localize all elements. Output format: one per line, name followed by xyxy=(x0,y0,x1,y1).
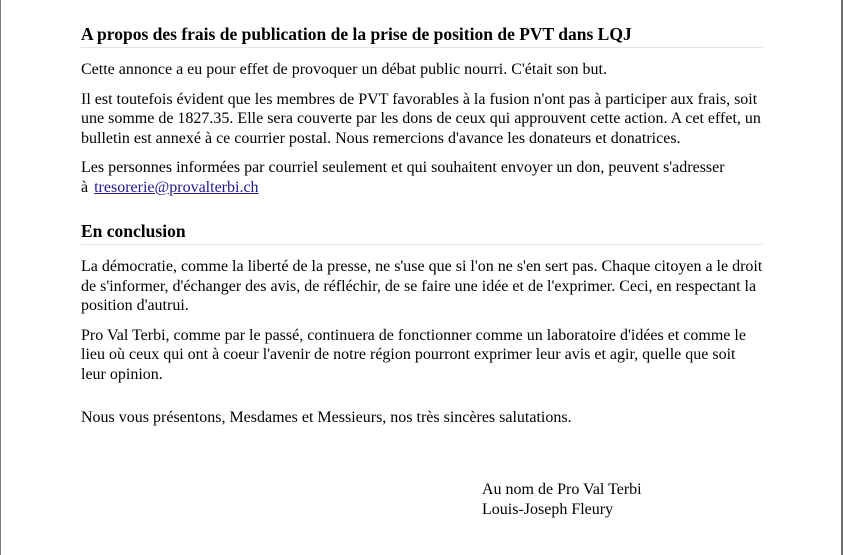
page-frame-left xyxy=(0,0,1,555)
treasury-email-link[interactable]: tresorerie@provalterbi.ch xyxy=(94,178,259,196)
section-heading-conclusion: En conclusion xyxy=(81,221,763,245)
donation-text: Les personnes informées par courriel seulement et qui souhaitent envoyer un don, peuvent s'adresser à xyxy=(81,159,725,196)
section-heading-publication-costs: A propos des frais de publication de la prise de position de PVT dans LQJ xyxy=(81,24,763,48)
paragraph-pro-val-terbi: Pro Val Terbi, comme par le passé, continuera de fonctionner comme un laboratoire d'idées et comme le lieu où ceux qui ont à coeur l'avenir de notre région pourront exprimer leur avis et agir, quelle que soit leur opinion. xyxy=(81,326,746,383)
signature-line-organization: Au nom de Pro Val Terbi xyxy=(482,481,642,498)
paragraph-announcement: Cette annonce a eu pour effet de provoquer un débat public nourri. C'était son but. xyxy=(81,61,607,78)
paragraph-costs: Il est toutefois évident que les membres de PVT favorables à la fusion n'ont pas à participer aux frais, soit une somme de 1827.35. Elle sera couverte par les dons de ceux qui approuvent cette action. A cet effet, un bulletin est annexé à ce courrier postal. Nous remercions d'avance les donateurs et donatrices. xyxy=(81,90,761,147)
signature-line-name: Louis-Joseph Fleury xyxy=(482,500,614,518)
signature-block xyxy=(482,480,642,519)
paragraph-donation xyxy=(81,158,763,197)
paragraph-democracy: La démocratie, comme la liberté de la presse, ne s'use que si l'on ne s'en sert pas. Chaque citoyen a le droit de s'informer, d'échanger des avis, de réfléchir, de se faire une idée et de l'exprimer. Ceci, en respectant la position d'autrui. xyxy=(81,258,763,314)
letter-body xyxy=(81,0,763,428)
closing-salutation: Nous vous présentons, Mesdames et Messieurs, nos très sincères salutations. xyxy=(81,409,572,426)
